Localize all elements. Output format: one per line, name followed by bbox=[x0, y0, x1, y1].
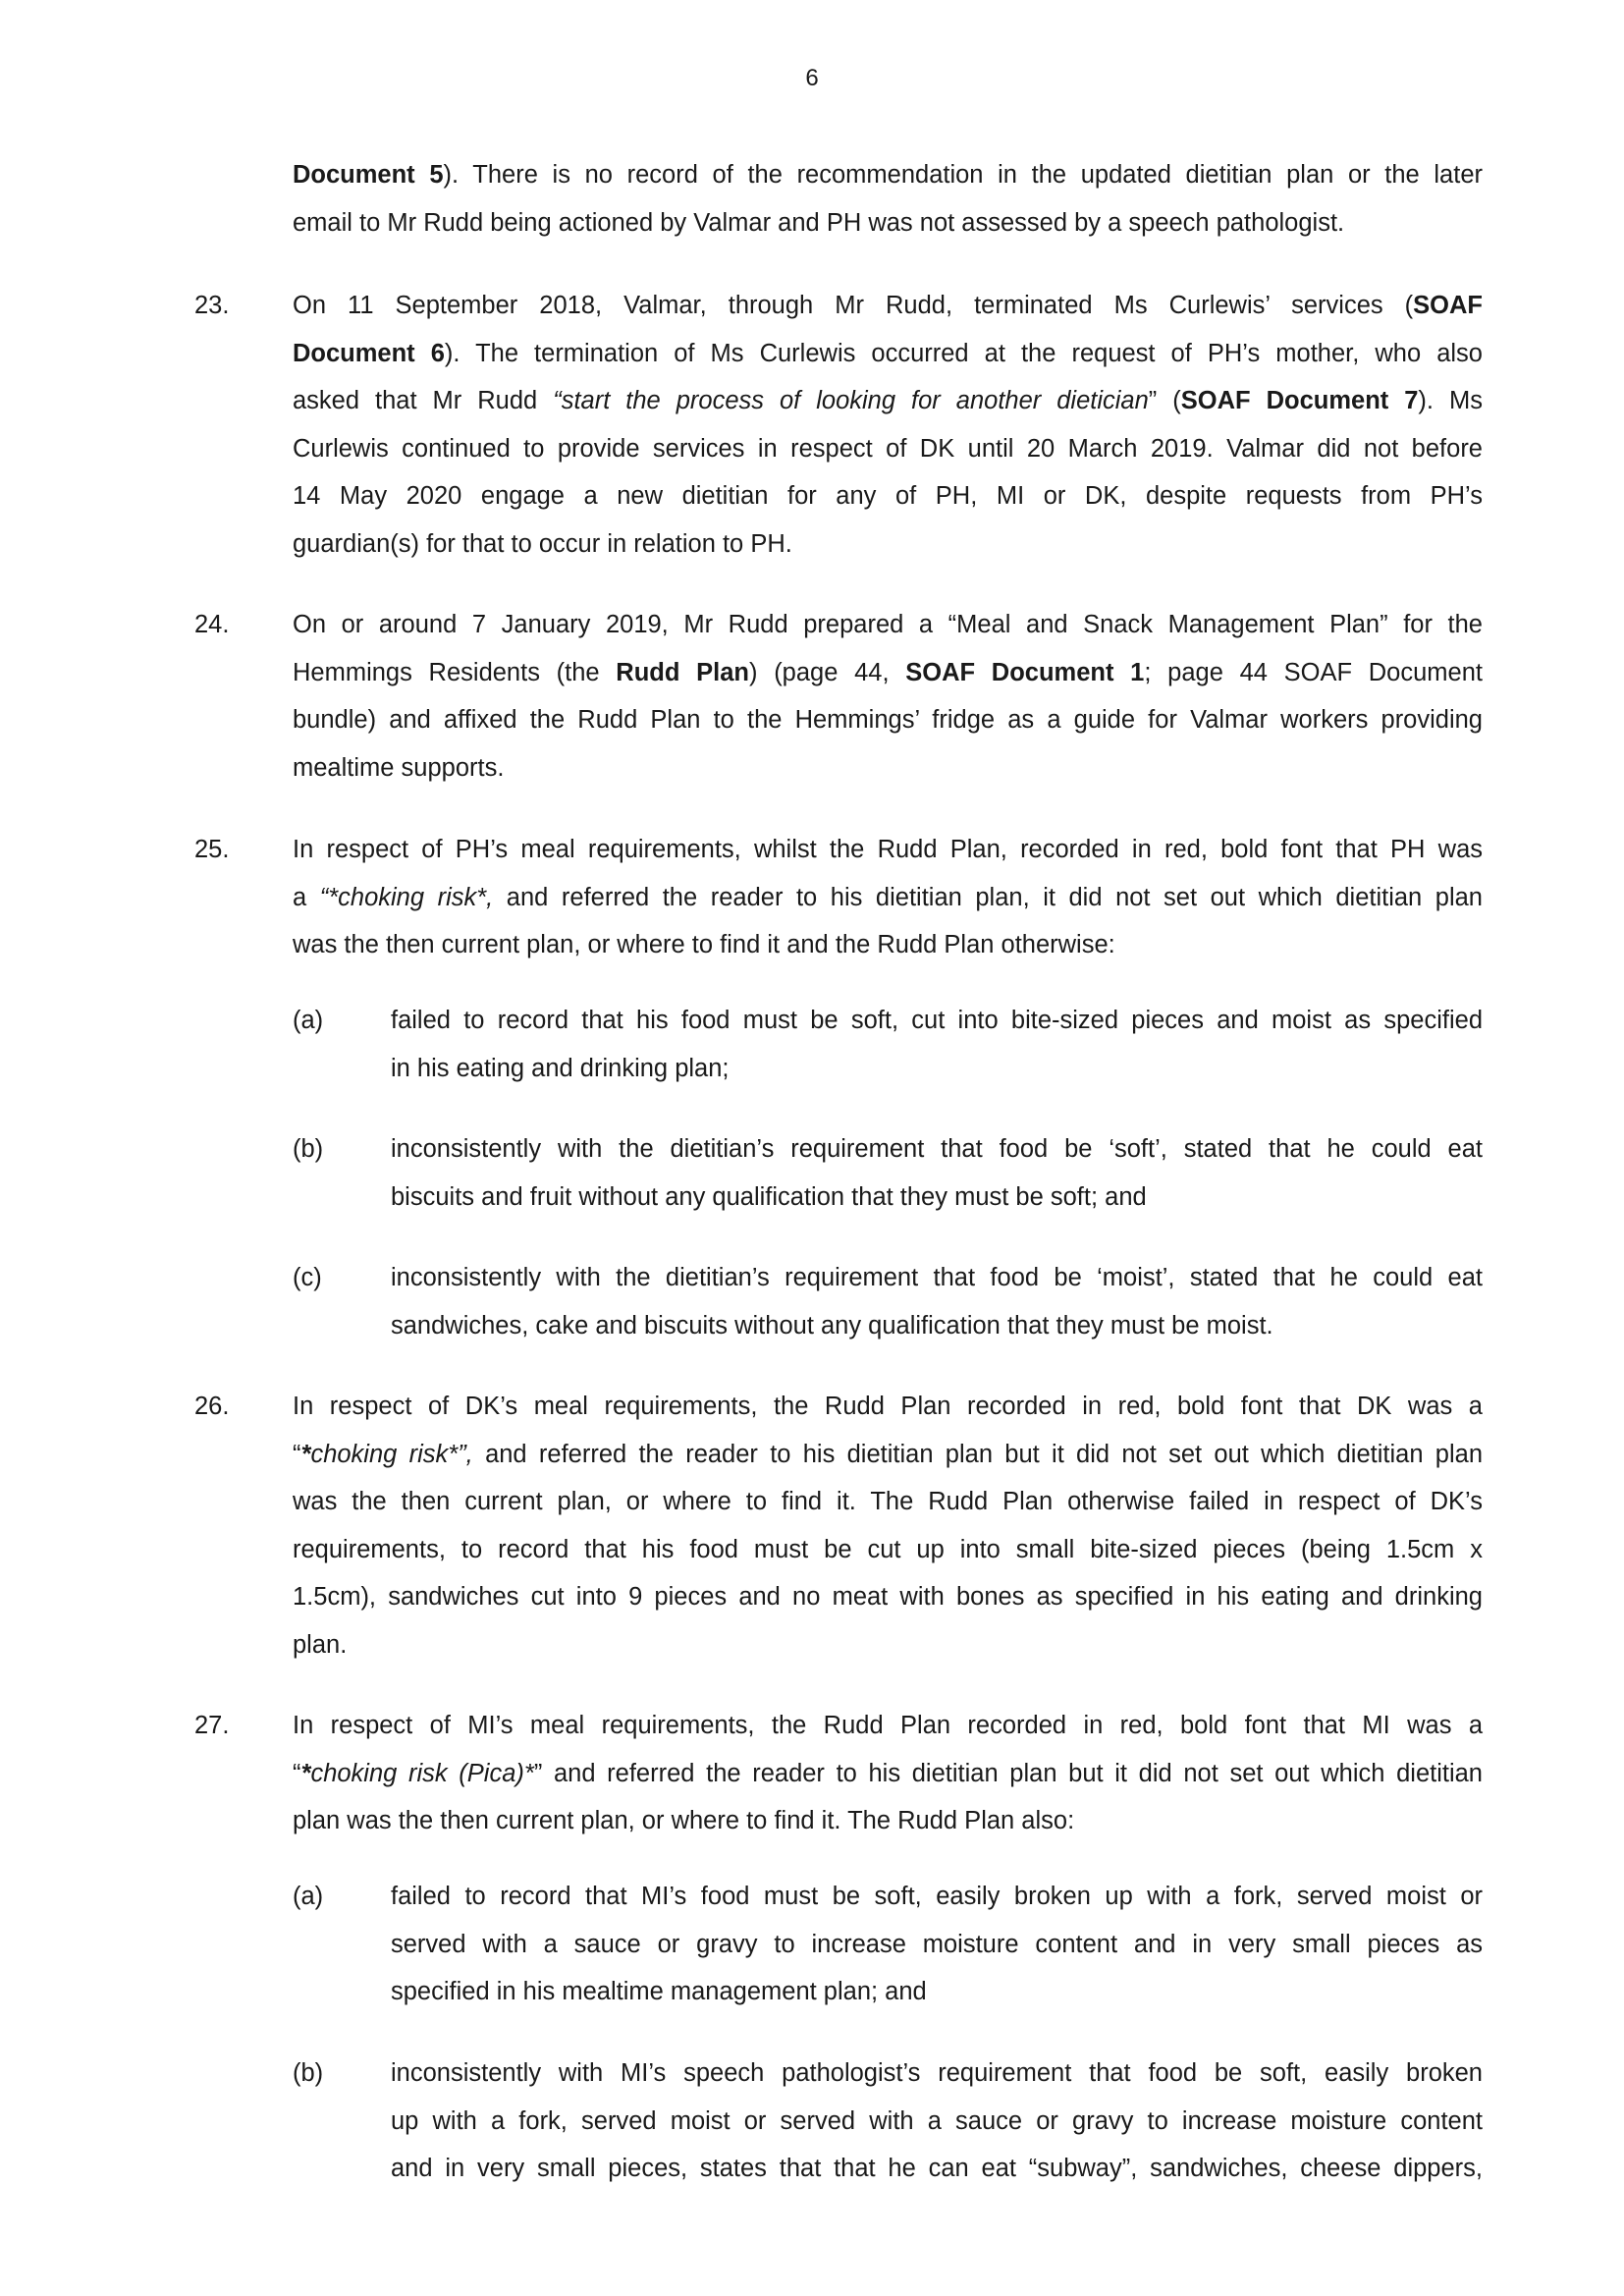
subparagraph-label-25a: (a) bbox=[293, 1007, 324, 1034]
subparagraph-label-25c: (c) bbox=[293, 1264, 322, 1291]
page-number: 6 bbox=[805, 65, 819, 91]
paragraph-26: In respect of DK’s meal requirements, the Rudd Plan recorded in red, bold font that DK was a “*choking risk*”, and referred the reader to his dietitian plan but it did not set out which dietitian plan was the then current plan, or where to find it. The Rudd Plan otherwise failed in respect of DK’s requirements, to record that his food must be cut up into small bite-sized pieces (being 1.5cm x 1.5cm), sandwiches cut into 9 pieces and no meat with bones as specified in his eating and drinking plan. bbox=[293, 1393, 1483, 1659]
subparagraph-25a: failed to record that his food must be soft, cut into bite-sized pieces and moist as specified in his eating and drinking plan; bbox=[391, 1007, 1483, 1082]
paragraph-number-24: 24. bbox=[194, 611, 230, 638]
subparagraph-27b: inconsistently with MI’s speech pathologist’s requirement that food be soft, easily broken up with a fork, served moist or served with a sauce or gravy to increase moisture content and in very small pieces, states that that he can eat “subway”, sandwiches, cheese dippers, bbox=[391, 2059, 1483, 2182]
subparagraph-label-27b: (b) bbox=[293, 2059, 324, 2087]
subparagraph-25b: inconsistently with the dietitian’s requirement that food be ‘soft’, stated that he could eat biscuits and fruit without any qualification that they must be soft; and bbox=[391, 1135, 1483, 1211]
paragraph-number-27: 27. bbox=[194, 1712, 230, 1739]
paragraph-number-25: 25. bbox=[194, 836, 230, 863]
paragraph-number-26: 26. bbox=[194, 1393, 230, 1420]
paragraph-24: On or around 7 January 2019, Mr Rudd prepared a “Meal and Snack Management Plan” for the Hemmings Residents (the Rudd Plan) (page 44, SOAF Document 1; page 44 SOAF Document bundle) and affixed the Rudd Plan to the Hemmings’ fridge as a guide for Valmar workers providing mealtime supports. bbox=[293, 611, 1483, 782]
paragraph-25: In respect of PH’s meal requirements, whilst the Rudd Plan, recorded in red, bold font that PH was a “*choking risk*, and referred the reader to his dietitian plan, it did not set out which dietitian plan was the then current plan, or where to find it and the Rudd Plan otherwise: bbox=[293, 836, 1483, 958]
subparagraph-label-27a: (a) bbox=[293, 1883, 324, 1910]
subparagraph-25c: inconsistently with the dietitian’s requirement that food be ‘moist’, stated that he could eat sandwiches, cake and biscuits without any qualification that they must be moist. bbox=[391, 1264, 1483, 1339]
paragraph-number-23: 23. bbox=[194, 292, 230, 319]
paragraph-27: In respect of MI’s meal requirements, the Rudd Plan recorded in red, bold font that MI was a “*choking risk (Pica)*” and referred the reader to his dietitian plan but it did not set out which dietitian plan was the then current plan, or where to find it. The Rudd Plan also: bbox=[293, 1712, 1483, 1834]
subparagraph-label-25b: (b) bbox=[293, 1135, 324, 1163]
continuation-paragraph: Document 5). There is no record of the recommendation in the updated dietitian plan or the later email to Mr Rudd being actioned by Valmar and PH was not assessed by a speech pathologist. bbox=[293, 161, 1483, 237]
paragraph-23: On 11 September 2018, Valmar, through Mr Rudd, terminated Ms Curlewis’ services (SOAF Document 6). The termination of Ms Curlewis occurred at the request of PH’s mother, who also asked that Mr Rudd “start the process of looking for another dietician” (SOAF Document 7). Ms Curlewis continued to provide services in respect of DK until 20 March 2019. Valmar did not before 14 May 2020 engage a new dietitian for any of PH, MI or DK, despite requests from PH’s guardian(s) for that to occur in relation to PH. bbox=[293, 292, 1483, 558]
subparagraph-27a: failed to record that MI’s food must be soft, easily broken up with a fork, served moist or served with a sauce or gravy to increase moisture content and in very small pieces as specified in his mealtime management plan; and bbox=[391, 1883, 1483, 2005]
